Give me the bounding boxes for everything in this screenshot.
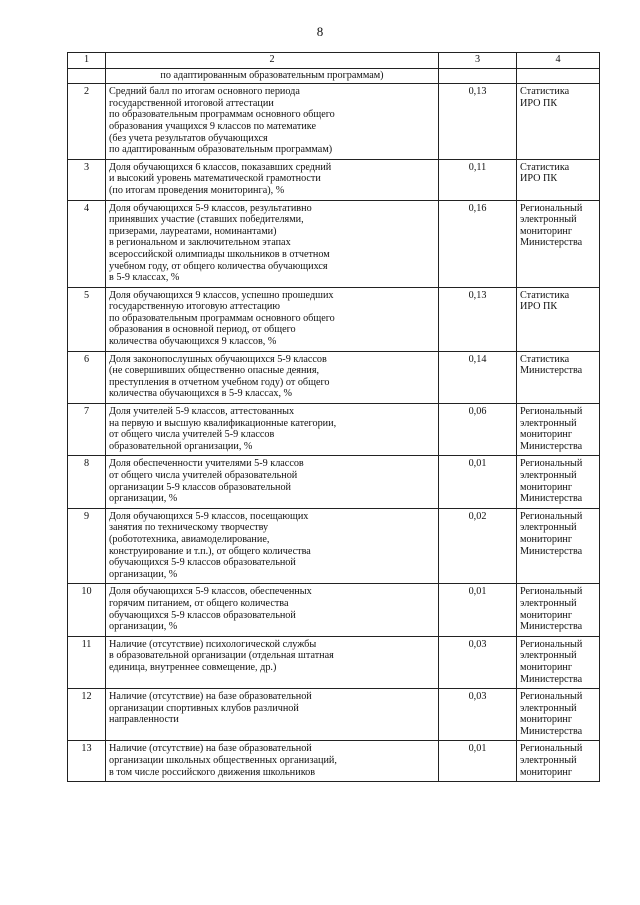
table-row <box>68 404 600 456</box>
table-row <box>68 508 600 584</box>
indicator-weight: 0,14 <box>439 351 517 403</box>
table-row <box>68 200 600 287</box>
row-number: 3 <box>68 159 106 200</box>
data-source: Статистика ИРО ПК <box>517 287 600 351</box>
indicator-description: Доля обеспеченности учителями 5-9 классов от общего числа учителей образовательной организации 5-9 классов образовательной организации, % <box>106 456 439 508</box>
indicator-description: Доля обучающихся 5-9 классов, результативно принявших участие (ставших победителями, призерами, лауреатами, номинантами) в региональном и заключительном этапах всероссийской олимпиады школьников в отчетном учебном году, от общего количества обучающихся в 5-9 классах, % <box>106 200 439 287</box>
indicator-weight: 0,01 <box>439 584 517 636</box>
row-number: 8 <box>68 456 106 508</box>
indicators-table <box>67 52 600 782</box>
data-source: Статистика Министерства <box>517 351 600 403</box>
row-number: 9 <box>68 508 106 584</box>
indicator-description: Средний балл по итогам основного периода государственной итоговой аттестации по образовательным программам основного общего образования учащихся 9 классов по математике (без учета результатов обучающихся по адаптированным образовательным программам) <box>106 84 439 160</box>
indicator-weight: 0,01 <box>439 456 517 508</box>
header-cell-3: 3 <box>439 53 517 69</box>
table-row <box>68 159 600 200</box>
indicator-description: Доля обучающихся 5-9 классов, обеспеченных горячим питанием, от общего количества обучающихся 5-9 классов образовательной организации, % <box>106 584 439 636</box>
table-row <box>68 287 600 351</box>
data-source: Статистика ИРО ПК <box>517 84 600 160</box>
indicator-weight: 0,13 <box>439 84 517 160</box>
row-number: 12 <box>68 689 106 741</box>
data-source: Региональный электронный мониторинг <box>517 741 600 782</box>
row-number: 7 <box>68 404 106 456</box>
indicator-description: Доля законопослушных обучающихся 5-9 классов (не совершивших общественно опасные деяния, преступления в отчетном учебном году) от общего количества обучающихся в 5-9 классах, % <box>106 351 439 403</box>
row-number: 6 <box>68 351 106 403</box>
indicator-weight: 0,03 <box>439 636 517 688</box>
data-source: Региональный электронный мониторинг Министерства <box>517 456 600 508</box>
data-source: Региональный электронный мониторинг Министерства <box>517 404 600 456</box>
indicator-weight: 0,06 <box>439 404 517 456</box>
row-number: 4 <box>68 200 106 287</box>
indicator-description: Наличие (отсутствие) на базе образовательной организации школьных общественных организаций, в том числе российского движения школьников <box>106 741 439 782</box>
table-row <box>68 84 600 160</box>
row-number: 2 <box>68 84 106 160</box>
data-source: Региональный электронный мониторинг Министерства <box>517 689 600 741</box>
header-row <box>68 53 600 69</box>
data-source: Региональный электронный мониторинг Министерства <box>517 636 600 688</box>
header-cell-2: 2 <box>106 53 439 69</box>
indicator-description: Наличие (отсутствие) на базе образовательной организации спортивных клубов различной направленности <box>106 689 439 741</box>
indicator-weight: 0,02 <box>439 508 517 584</box>
page-number: 8 <box>316 24 324 39</box>
indicator-weight: 0,03 <box>439 689 517 741</box>
data-source: Региональный электронный мониторинг Министерства <box>517 508 600 584</box>
table-row <box>68 689 600 741</box>
indicator-weight: 0,01 <box>439 741 517 782</box>
indicator-weight: 0,11 <box>439 159 517 200</box>
indicator-weight: 0,16 <box>439 200 517 287</box>
header-cell-4: 4 <box>517 53 600 69</box>
data-source: Статистика ИРО ПК <box>517 159 600 200</box>
indicator-description: Доля обучающихся 9 классов, успешно прошедших государственную итоговую аттестацию по образовательным программам основного общего образования в основной период, от общего количества обучающихся 9 классов, % <box>106 287 439 351</box>
indicator-weight: 0,13 <box>439 287 517 351</box>
indicator-description: Доля учителей 5-9 классов, аттестованных на первую и высшую квалификационные категории, от общего числа учителей 5-9 классов образовательной организации, % <box>106 404 439 456</box>
data-source: Региональный электронный мониторинг Министерства <box>517 584 600 636</box>
row-number: 10 <box>68 584 106 636</box>
table-row <box>68 351 600 403</box>
continuation-num-cell <box>68 68 106 84</box>
table-row <box>68 456 600 508</box>
table-row <box>68 636 600 688</box>
row-number: 13 <box>68 741 106 782</box>
continuation-value-cell <box>439 68 517 84</box>
indicator-description: Доля обучающихся 6 классов, показавших средний и высокий уровень математической грамотности (по итогам проведения мониторинга), % <box>106 159 439 200</box>
row-number: 5 <box>68 287 106 351</box>
row-number: 11 <box>68 636 106 688</box>
indicator-description: Доля обучающихся 5-9 классов, посещающих занятия по техническому творчеству (робототехника, авиамоделирование, конструирование и т.п.), от общего количества обучающихся 5-9 классов образовательной организации, % <box>106 508 439 584</box>
data-source: Региональный электронный мониторинг Министерства <box>517 200 600 287</box>
table-row <box>68 741 600 782</box>
continuation-source-cell <box>517 68 600 84</box>
continuation-text: по адаптированным образовательным программам) <box>106 68 439 84</box>
header-cell-1: 1 <box>68 53 106 69</box>
continuation-row <box>68 68 600 84</box>
indicator-description: Наличие (отсутствие) психологической службы в образовательной организации (отдельная штатная единица, внутреннее совмещение, др.) <box>106 636 439 688</box>
table-row <box>68 584 600 636</box>
